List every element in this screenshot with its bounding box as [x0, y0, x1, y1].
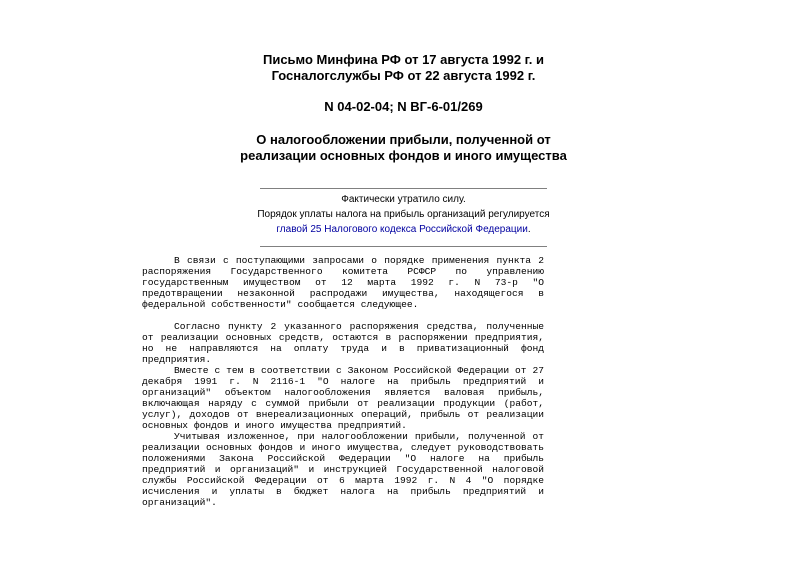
document-number-text: N 04-02-04; N ВГ-6-01/269 — [324, 99, 483, 114]
paragraph-gap — [142, 310, 544, 321]
document-title — [0, 52, 807, 84]
body-paragraph-3: Вместе с тем в соответствии с Законом Российской Федерации от 27 декабря 1991 г. N 2116-1 "О налоге на прибыль предприятий и организаций" объектом налогообложения является валовая прибыль, включающая наряду с суммой прибыли от реализации продукции (работ, услуг), доходов от внереализационных операций, прибыль от реализации основных фондов и иного имущества предприятий. — [142, 365, 544, 431]
tax-code-link[interactable]: главой 25 Налогового кодекса Российской Федерации — [276, 224, 528, 235]
document-body — [142, 255, 544, 508]
divider-bottom — [260, 246, 547, 247]
status-note — [0, 192, 807, 237]
document-number — [0, 99, 807, 115]
link-suffix: . — [527, 224, 531, 235]
title-line-1: Письмо Минфина РФ от 17 августа 1992 г. и — [262, 52, 544, 67]
subject-line-2: реализации основных фондов и иного имущества — [240, 148, 567, 163]
status-note-line-3 — [0, 222, 807, 237]
body-paragraph-4: Учитывая изложенное, при налогообложении прибыли, полученной от реализации основных фондов и иного имущества, следует руководствовать положениями Закона Российской Федерации "О налоге на прибыль предприятий и организаций" и инструкцией Государственной налоговой службы Российской Федерации от 6 марта 1992 г. N 4 "О порядке исчисления и уплаты в бюджет налога на прибыль предприятий и организаций". — [142, 431, 544, 508]
divider-top — [260, 188, 547, 189]
status-note-line-1: Фактически утратило силу. — [341, 194, 466, 205]
document-subject — [0, 132, 807, 164]
status-note-line-2: Порядок уплаты налога на прибыль организаций регулируется — [257, 209, 550, 220]
body-paragraph-2: Согласно пункту 2 указанного распоряжения средства, полученные от реализации основных средств, остаются в распоряжении предприятия, но не направляются на оплату труда и в приватизационный фонд предприятия. — [142, 321, 544, 365]
title-line-2: Госналогслужбы РФ от 22 августа 1992 г. — [271, 68, 536, 83]
subject-line-1: О налогообложении прибыли, полученной от — [256, 132, 551, 147]
body-paragraph-1: В связи с поступающими запросами о порядке применения пункта 2 распоряжения Государственного комитета РСФСР по управлению государственным имуществом от 12 марта 1992 г. N 73-р "О предотвращении незаконной распродажи имущества, находящегося в федеральной собственности" сообщается следующее. — [142, 255, 544, 310]
